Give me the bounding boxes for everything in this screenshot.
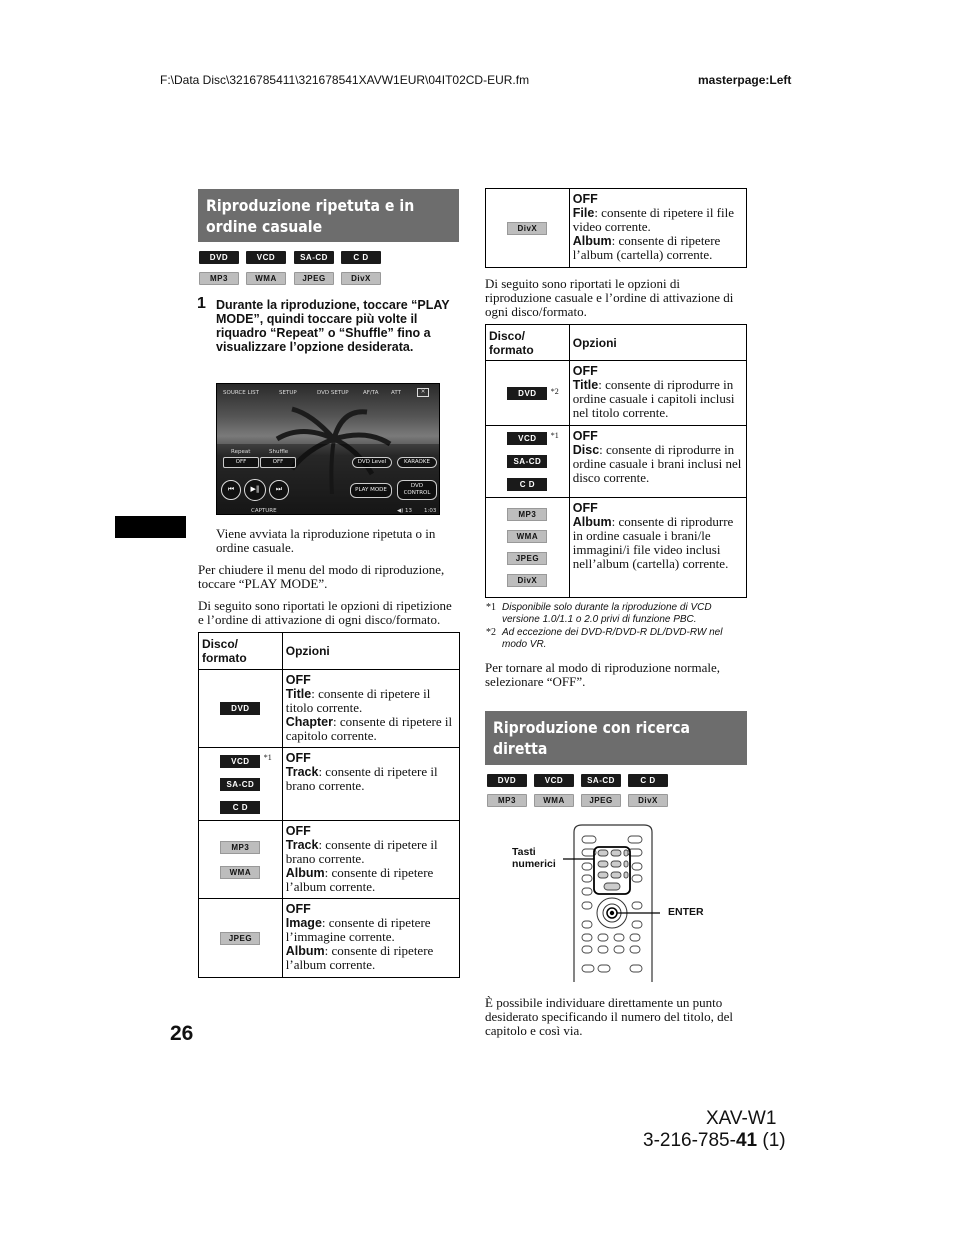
option-desc: : consente di ripetere il brano corrente. — [285, 837, 438, 866]
screen-top-bar — [217, 388, 439, 400]
option-file: File — [572, 206, 595, 220]
option-image: Image — [285, 916, 322, 930]
badge-wma: WMA — [507, 530, 547, 543]
option-album: Album — [285, 866, 325, 880]
next-icon[interactable]: ⏭ — [269, 480, 289, 500]
badge-vcd: VCD — [246, 251, 286, 264]
col-header-options: Opzioni — [569, 325, 746, 361]
track-number: 13 — [405, 508, 412, 514]
badge-cd: C D — [628, 774, 668, 787]
option-off: OFF — [285, 751, 311, 765]
badge-jpeg: JPEG — [581, 794, 621, 807]
elapsed-time: 1:03 — [424, 508, 437, 514]
badge-dvd: DVD — [220, 702, 260, 715]
tab-att[interactable]: ATT — [391, 390, 401, 396]
section-title-line-1: Riproduzione ripetuta e in — [206, 196, 415, 215]
badge-vcd: VCD — [534, 774, 574, 787]
footnote-ref: *1 — [550, 431, 559, 440]
badge-vcd: VCD — [220, 755, 260, 768]
badge-mp3: MP3 — [507, 508, 547, 521]
option-album: Album — [572, 234, 612, 248]
footnote-1-mark: *1 — [486, 602, 496, 613]
paragraph-direct-search: È possibile individuare direttamente un punto desiderato specificando il numero del titolo, del capitolo e così via. — [485, 995, 734, 1038]
footnote-ref: *1 — [263, 753, 272, 762]
badge-dvd: DVD — [487, 774, 527, 787]
capture-label[interactable]: CAPTURE — [251, 508, 277, 514]
table-row — [486, 361, 747, 426]
badge-vcd: VCD — [507, 432, 547, 445]
dvd-control-line-1: DVD — [410, 483, 424, 489]
option-desc: : consente di ripetere il titolo corrente. — [285, 686, 431, 715]
badge-wma: WMA — [220, 866, 260, 879]
footnote-2 — [486, 627, 748, 651]
footnote-2-mark: *2 — [486, 627, 496, 638]
badge-sacd: SA-CD — [220, 778, 260, 791]
option-desc: : consente di ripetere l’album corrente. — [285, 865, 434, 894]
badge-cd: C D — [220, 801, 260, 814]
option-off: OFF — [285, 673, 311, 687]
section-tab-marker — [115, 516, 186, 538]
option-title: Title — [572, 378, 599, 392]
part-number — [643, 1130, 786, 1152]
table-row — [486, 426, 747, 498]
play-mode-panel — [217, 444, 439, 515]
shuffle-options-table — [485, 324, 747, 598]
repeat-button[interactable]: OFF — [223, 457, 259, 468]
file-path: F:\Data Disc\3216785411\321678541XAVW1EUR\04IT02CD-EUR.fm — [160, 73, 530, 87]
option-track: Track — [285, 838, 319, 852]
badge-jpeg: JPEG — [294, 272, 334, 285]
footnote-1 — [486, 602, 748, 626]
option-album: Album — [285, 944, 325, 958]
part-number-prefix: 3-216-785- — [643, 1130, 736, 1151]
paragraph-shuffle-intro: Di seguito sono riportati le opzioni di riproduzione casuale e l’ordine di attivazione di ogni disco/formato. — [485, 276, 734, 319]
part-number-revision: 41 — [735, 1130, 758, 1151]
speaker-icon: ◀) — [397, 508, 404, 514]
option-track: Track — [285, 765, 319, 779]
option-off: OFF — [572, 501, 598, 515]
option-desc: : consente di riprodurre in ordine casuale i brani/le immagini/i file video inclusi nell’album (cartella) corrente. — [572, 514, 734, 571]
badge-divx: DivX — [507, 222, 547, 235]
paragraph-close-menu: Per chiudere il menu del modo di riproduzione, toccare “PLAY MODE”. — [198, 562, 445, 591]
repeat-label: Repeat — [231, 449, 251, 455]
paragraph-normal-mode: Per tornare al modo di riproduzione normale, selezionare “OFF”. — [485, 660, 721, 689]
masterpage-label: masterpage:Left — [698, 73, 792, 87]
section-title-line-2: diretta — [493, 739, 548, 758]
badge-mp3: MP3 — [487, 794, 527, 807]
table-row — [199, 748, 460, 821]
section-title-line-2: ordine casuale — [206, 217, 323, 236]
option-desc: : consente di ripetere l’album (cartella) corrente. — [572, 233, 721, 262]
badge-divx: DivX — [507, 574, 547, 587]
option-chapter: Chapter — [285, 715, 333, 729]
section-title-repeat-shuffle — [198, 189, 459, 242]
footnote-ref: *2 — [550, 387, 559, 396]
remote-label-line-1: Tasti — [512, 846, 536, 858]
dvd-control-line-2: CONTROL — [403, 490, 431, 496]
karaoke-button[interactable]: KARAOKE — [397, 457, 437, 468]
table-row — [486, 498, 747, 598]
option-off: OFF — [285, 824, 311, 838]
repeat-options-table — [198, 632, 460, 978]
option-off: OFF — [572, 429, 598, 443]
shuffle-label: Shuffle — [269, 449, 289, 455]
model-number: XAV-W1 — [706, 1108, 777, 1129]
col-header-format: Disco/ formato — [486, 325, 570, 361]
badge-wma: WMA — [246, 272, 286, 285]
page-number: 26 — [170, 1022, 194, 1045]
option-off: OFF — [572, 192, 598, 206]
option-desc: : consente di riprodurre in ordine casuale i capitoli inclusi nel titolo corrente. — [572, 377, 735, 420]
option-desc: : consente di ripetere il brano corrente. — [285, 764, 438, 793]
section-title-direct-search — [485, 711, 747, 765]
col-header-format: Disco/ formato — [199, 633, 283, 670]
option-desc: : consente di ripetere il capitolo corrente. — [285, 714, 453, 743]
step-number: 1 — [197, 295, 206, 312]
badge-dvd: DVD — [507, 387, 547, 400]
option-desc: : consente di ripetere l’album corrente. — [285, 943, 434, 972]
option-off: OFF — [285, 902, 311, 916]
tab-source-list[interactable]: SOURCE LIST — [223, 390, 259, 396]
tab-dvd-setup[interactable]: DVD SETUP — [317, 390, 349, 396]
section-title-line-1: Riproduzione con ricerca — [493, 718, 691, 737]
play-mode-button[interactable]: PLAY MODE — [350, 483, 392, 498]
shuffle-button[interactable]: OFF — [260, 457, 296, 468]
part-number-suffix: (1) — [757, 1130, 786, 1151]
remote-label-line-2: numerici — [512, 858, 556, 870]
badge-divx: DivX — [628, 794, 668, 807]
prev-icon[interactable]: ⏮ — [221, 480, 241, 500]
col-header-options: Opzioni — [282, 633, 459, 670]
option-desc: : consente di riprodurre in ordine casuale i brani inclusi nel disco corrente. — [572, 442, 742, 485]
option-off: OFF — [572, 364, 598, 378]
badge-mp3: MP3 — [199, 272, 239, 285]
badge-dvd: DVD — [199, 251, 239, 264]
remote-label-numeric — [512, 846, 556, 870]
badge-divx: DivX — [341, 272, 381, 285]
badge-jpeg: JPEG — [507, 552, 547, 565]
option-disc: Disc — [572, 443, 600, 457]
option-desc: : consente di ripetere l’immagine corrente. — [285, 915, 431, 944]
badge-jpeg: JPEG — [220, 932, 260, 945]
badge-mp3: MP3 — [220, 841, 260, 854]
dvd-level-button[interactable]: DVD Level — [352, 457, 392, 468]
table-row — [486, 189, 747, 268]
dvd-control-button[interactable] — [397, 480, 437, 500]
remote-control-illustration — [560, 822, 660, 982]
option-title: Title — [285, 687, 312, 701]
badge-sacd: SA-CD — [581, 774, 621, 787]
step-instruction: Durante la riproduzione, toccare “PLAY MODE”, quindi toccare più volte il riquadro “Repeat” o “Shuffle” fino a visualizzare l’opzione desiderata. — [216, 298, 450, 354]
remote-label-enter: ENTER — [668, 906, 704, 918]
play-mode-screen-illustration — [216, 383, 440, 515]
footnote-2-text: Ad eccezione dei DVD-R/DVD-R DL/DVD-RW nel modo VR. — [502, 627, 723, 650]
badge-cd: C D — [341, 251, 381, 264]
close-icon[interactable]: ✕ — [417, 388, 429, 397]
badge-sacd: SA-CD — [507, 455, 547, 468]
tab-setup[interactable]: SETUP — [279, 390, 297, 396]
option-desc: : consente di ripetere il file video corrente. — [572, 205, 735, 234]
tab-afta[interactable]: AF/TA — [363, 390, 379, 396]
table-row — [199, 899, 460, 978]
step-result: Viene avviata la riproduzione ripetuta o in ordine casuale. — [216, 526, 436, 555]
badge-cd: C D — [507, 478, 547, 491]
badge-wma: WMA — [534, 794, 574, 807]
table-row — [199, 821, 460, 899]
repeat-options-table-continued — [485, 188, 747, 268]
badge-sacd: SA-CD — [294, 251, 334, 264]
option-album: Album — [572, 515, 612, 529]
paragraph-repeat-intro: Di seguito sono riportati le opzioni di ripetizione e l’ordine di attivazione di ogni disco/formato. — [198, 598, 452, 627]
play-pause-icon[interactable]: ▶‖ — [244, 479, 266, 501]
footnote-1-text: Disponibile solo durante la riproduzione di VCD versione 1.0/1.1 o 2.0 privi di funzione PBC. — [502, 602, 712, 625]
table-row — [199, 670, 460, 748]
